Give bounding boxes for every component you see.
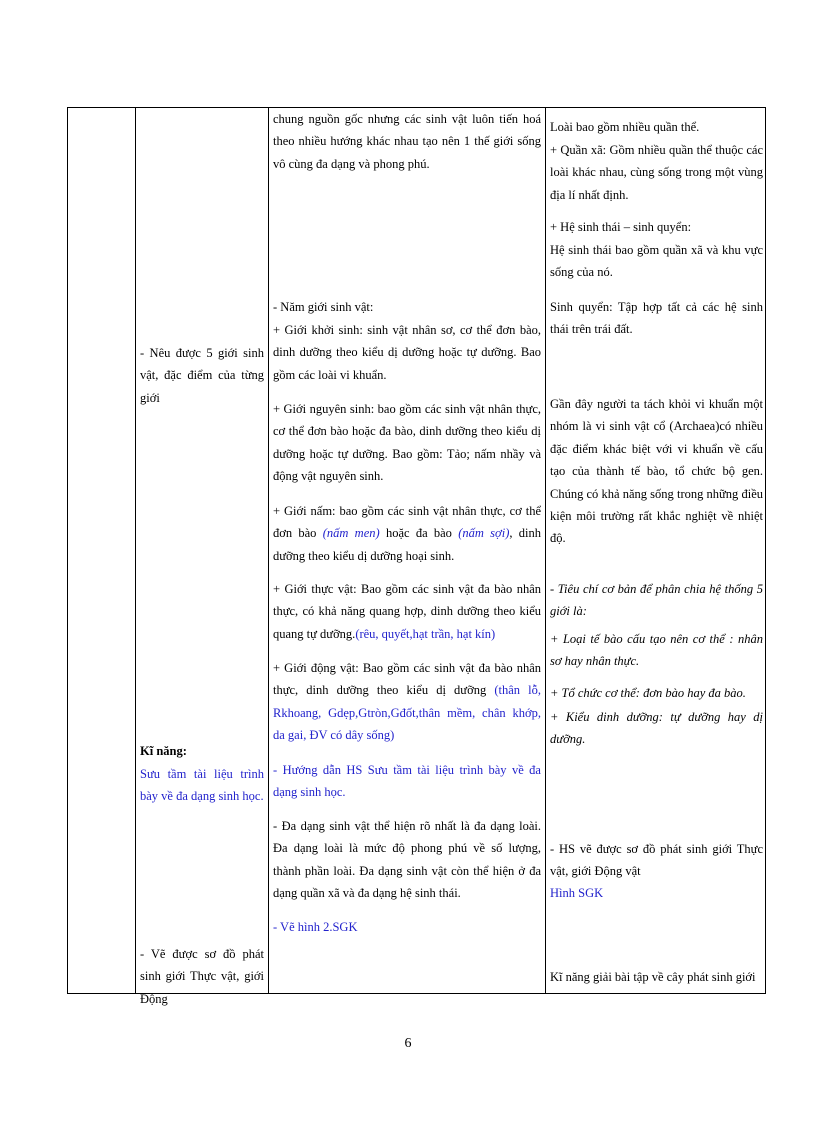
hs-draw-text: - HS vẽ được sơ đồ phát sinh giới Thực vật, giới Động vật xyxy=(550,842,763,879)
diversity-text: - Đa dạng sinh vật thể hiện rõ nhất là đa dạng loài. Đa dạng loài là mức độ phong phú về số lượng, thành phần loài. Đa dạng sinh vật còn thể hiện ở đa dạng quần xã và đa dạng hệ sinh thái. xyxy=(273,819,541,901)
kingdom-plantae xyxy=(273,578,541,645)
animal-examples: (thân lỗ, Rkhoang, Gdẹp,Gtròn,Gđốt,thân mềm, chân khớp, da gai, ĐV có dây sống) xyxy=(273,683,541,743)
kingdom-fungi xyxy=(273,500,541,567)
skill-text: Sưu tầm tài liệu trình bày về đa dạng sinh học. xyxy=(140,767,264,804)
fungi-yeast: (nấm men) xyxy=(322,526,380,541)
objective-draw-tree: - Vẽ được sơ đồ phát sinh giới Thực vật, giới Động xyxy=(140,947,264,1006)
objective-five-kingdoms: - Nêu được 5 giới sinh vật, đặc điểm của từng giới xyxy=(140,346,264,405)
skill-label: Kĩ năng: xyxy=(140,744,187,758)
skill-tree-text: Kĩ năng giải bài tập về cây phát sinh giới xyxy=(550,970,756,984)
criteria-cell-type: + Loại tế bào cấu tạo nên cơ thể : nhân sơ hay nhân thực. xyxy=(550,632,763,669)
fungi-text: , dinh dưỡng theo kiểu dị dưỡng hoại sinh. xyxy=(273,526,541,563)
community-text: + Quần xã: Gồm nhiều quần thể thuộc các loài khác nhau, cùng sống trong một vùng địa lí nhất định. xyxy=(550,143,763,202)
archaea-text: Gần đây người ta tách khỏi vi khuẩn một nhóm là vi sinh vật cổ (Archaea)có nhiều đặc điểm khác biệt với vi khuẩn về cấu tạo của thành tế bào, tổ chức bộ gen. Chúng có khả năng sống trong những điều kiện môi trường rất khắc nghiệt về nhiệt độ. xyxy=(550,397,763,546)
ecosystem-title: + Hệ sinh thái – sinh quyển: xyxy=(550,220,692,234)
guide-text: - Hướng dẫn HS Sưu tầm tài liệu trình bày về đa dạng sinh học. xyxy=(273,763,541,800)
criteria-nutrition: + Kiểu dinh dưỡng: tự dưỡng hay dị dưỡng. xyxy=(550,710,763,747)
column-objectives xyxy=(135,108,268,1006)
column-content xyxy=(268,108,545,993)
criteria-organization: + Tổ chức cơ thể: đơn bào hay đa bào. xyxy=(550,686,746,700)
fungi-mold: (nấm sợi) xyxy=(458,526,510,541)
lesson-table xyxy=(67,107,766,1006)
page-number: 6 xyxy=(404,1036,412,1051)
hs-figure-text: Hình SGK xyxy=(550,886,604,900)
plant-text: + Giới thực vật: Bao gồm các sinh vật đa bào nhân thực, có khả năng quang hợp, dinh dưỡng theo kiểu quang tự dưỡng. xyxy=(273,582,541,641)
kingdom-monera: + Giới khởi sinh: sinh vật nhân sơ, cơ thể đơn bào, dinh dưỡng theo kiểu dị dưỡng hoặc tự dưỡng. Bao gồm các loài vi khuẩn. xyxy=(273,323,541,382)
animal-text: + Giới động vật: Bao gồm các sinh vật đa bào nhân thực, dinh dưỡng theo kiểu dị dưỡng xyxy=(273,661,541,698)
criteria-title: - Tiêu chí cơ bản để phân chia hệ thống 5 giới là: xyxy=(550,582,763,619)
intro-text: chung nguồn gốc nhưng các sinh vật luôn tiến hoá theo nhiều hướng khác nhau tạo nên 1 thế giới sống vô cùng đa dạng và phong phú. xyxy=(273,112,541,171)
species-text: Loài bao gồm nhiều quần thể. xyxy=(550,120,700,134)
plant-examples: (rêu, quyết,hạt trần, hạt kín) xyxy=(355,626,496,641)
column-lesson-info xyxy=(68,108,135,993)
biosphere-text: Sinh quyển: Tập hợp tất cả các hệ sinh thái trên trái đất. xyxy=(550,300,763,337)
five-kingdoms-title: - Năm giới sinh vật: xyxy=(273,300,374,314)
kingdom-protista: + Giới nguyên sinh: bao gồm các sinh vật nhân thực, cơ thể đơn bào hoặc đa bào, dinh dưỡng theo kiểu dị dưỡng hoặc tự dưỡng. Bao gồm: Tảo; nấm nhầy và động vật nguyên sinh. xyxy=(273,402,541,484)
draw-figure-text: - Vẽ hình 2.SGK xyxy=(273,920,358,934)
column-notes xyxy=(545,108,767,993)
ecosystem-text: Hệ sinh thái bao gồm quần xã và khu vực sống của nó. xyxy=(550,243,763,280)
kingdom-animalia xyxy=(273,657,541,747)
fungi-text: + Giới nấm: bao gồm các sinh vật nhân thực, cơ thể đơn bào xyxy=(273,504,541,541)
fungi-text: hoặc đa bào xyxy=(379,526,459,541)
